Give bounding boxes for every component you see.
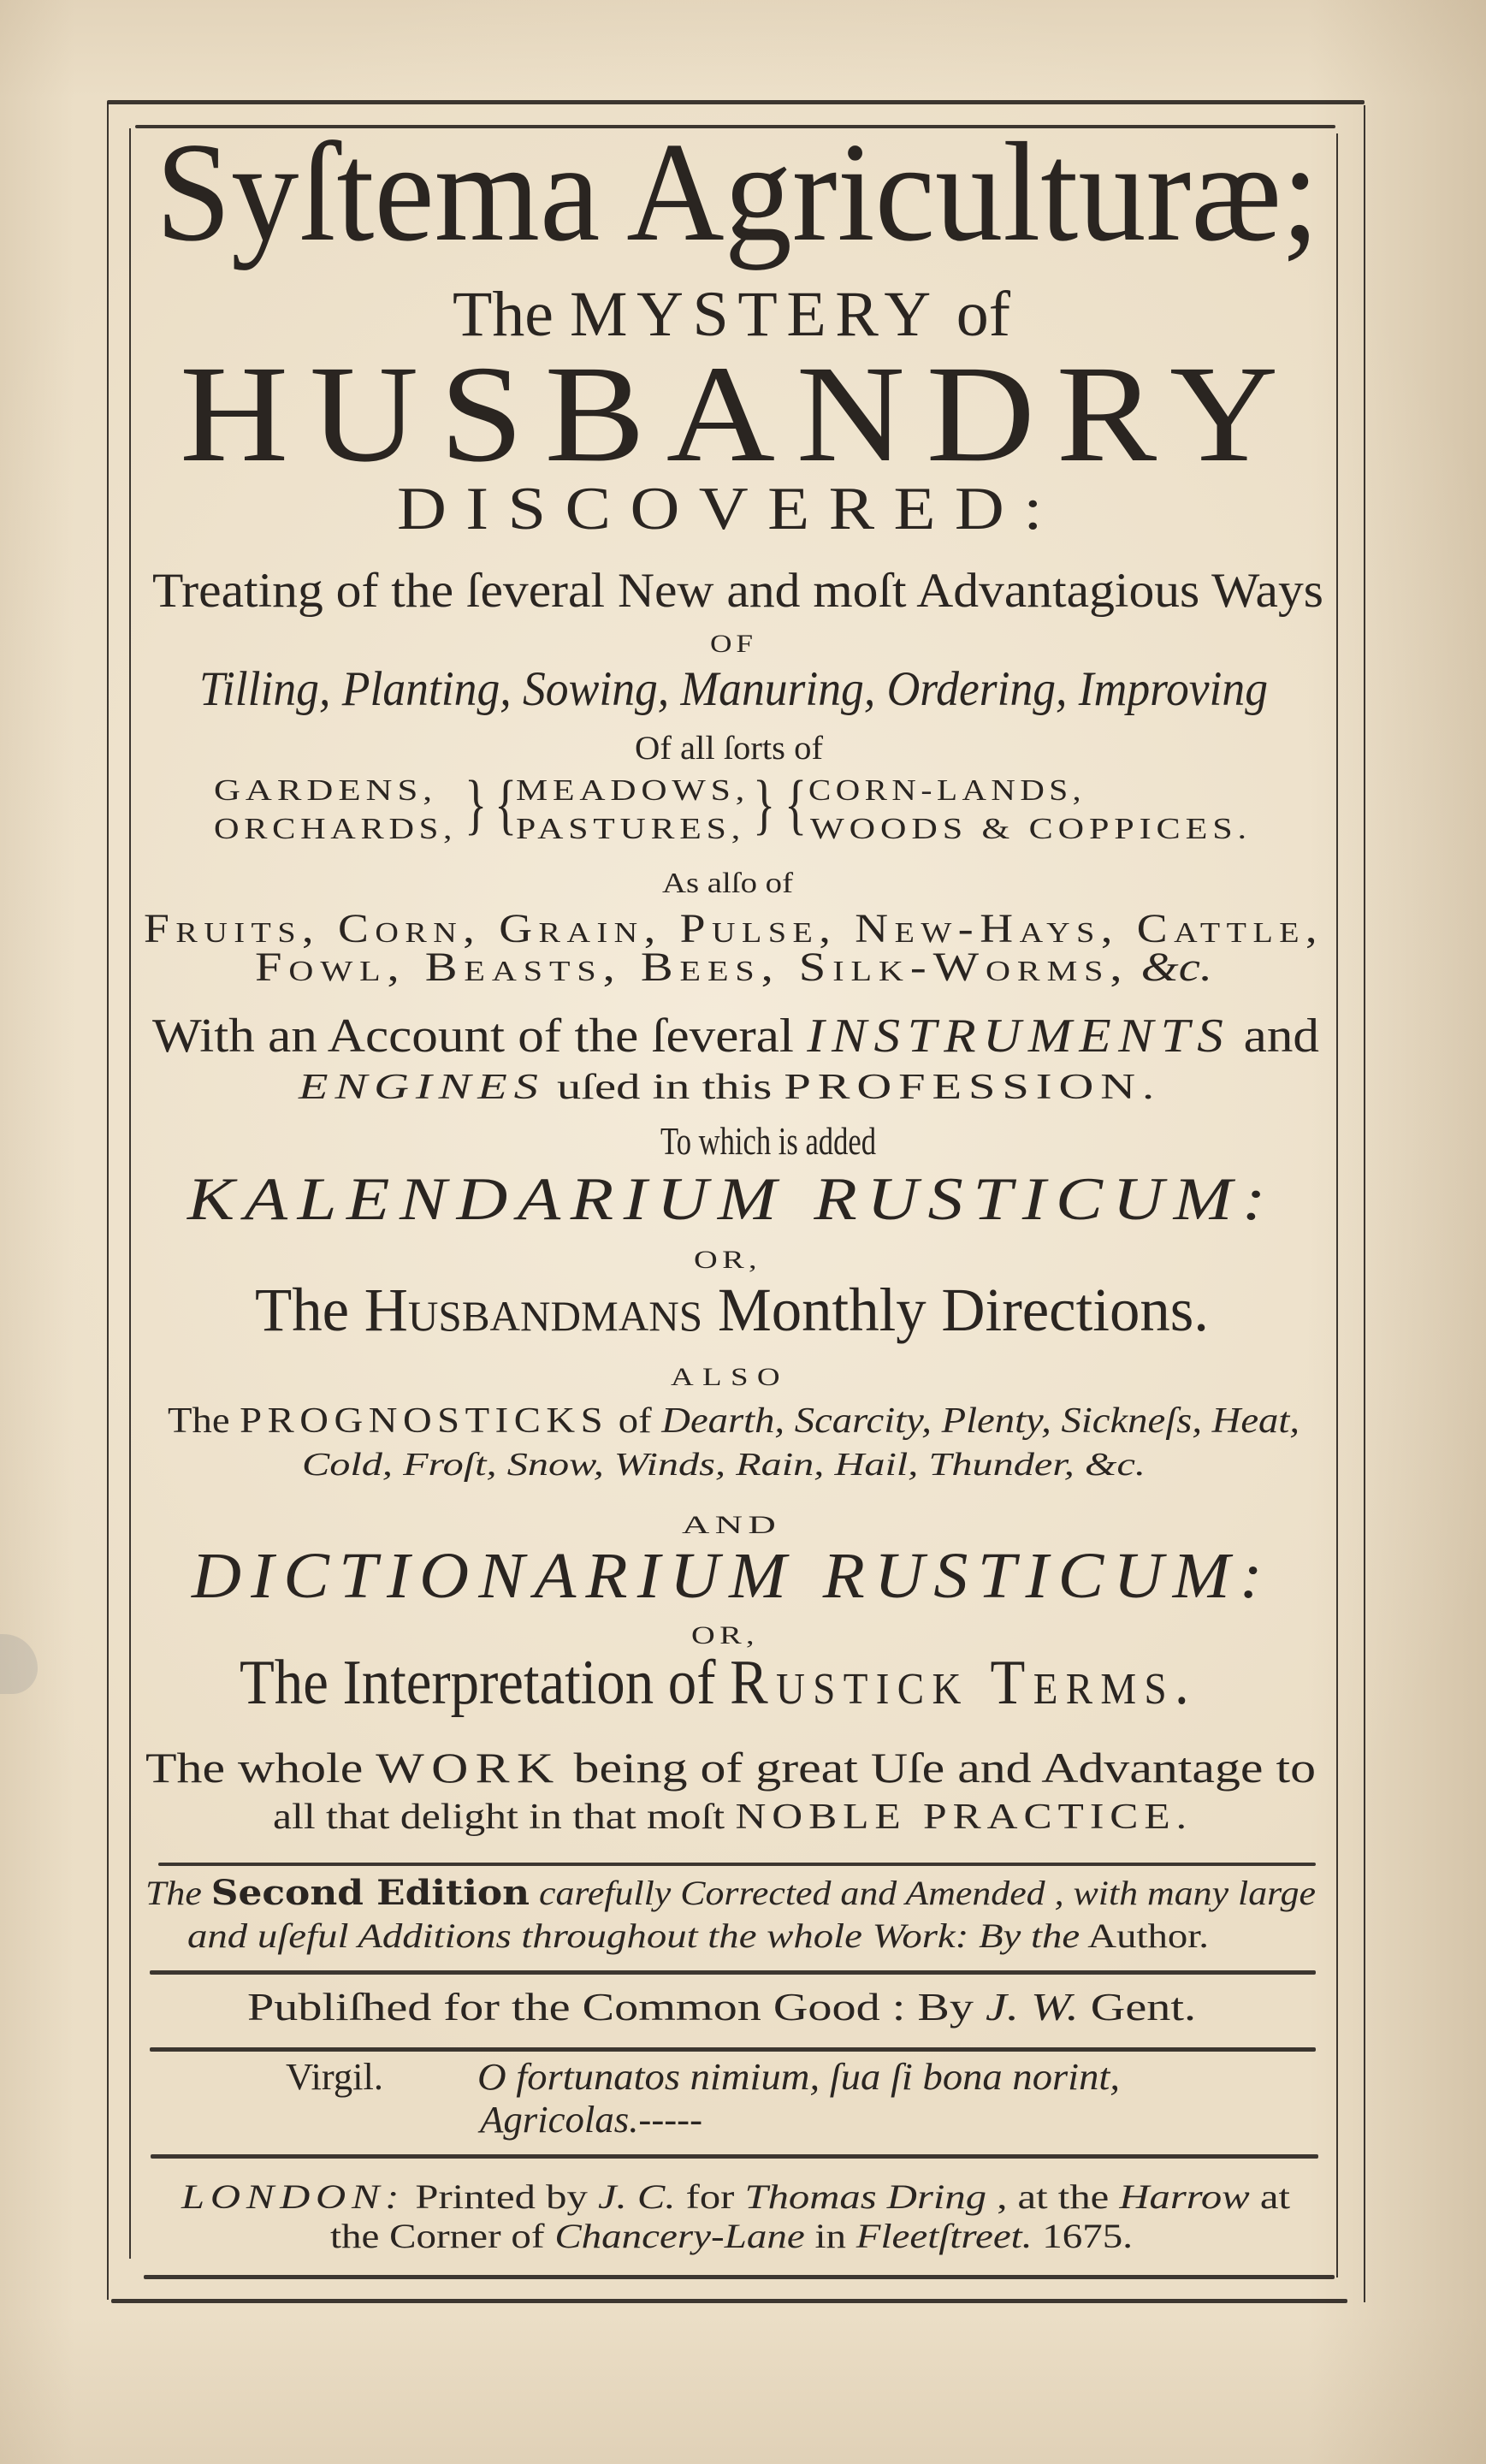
second-edition: Second Edition <box>210 1873 530 1913</box>
imprint-at: at <box>1259 2177 1290 2216</box>
motto-fit-2 <box>480 2101 702 2139</box>
motto-fit-1 <box>477 2058 1120 2096</box>
published-line <box>247 1987 1196 2027</box>
dictionarium-fit <box>192 1540 1272 1612</box>
imprint-for: for <box>685 2177 735 2216</box>
sorts-line <box>635 732 823 765</box>
engines-line <box>299 1069 1161 1105</box>
or-fit-1 <box>694 1247 761 1273</box>
main-title: Syſtema Agriculturæ; <box>156 113 1319 270</box>
sorts-text: Of all ſorts of <box>635 730 823 767</box>
prognosticks-line <box>168 1403 1300 1439</box>
land-meadows-text: MEADOWS, <box>516 773 749 807</box>
profession-word: PROFESSION. <box>784 1068 1161 1107</box>
instruments-fit <box>152 1010 1319 1063</box>
or-fit-2 <box>691 1623 759 1649</box>
work-a: The whole <box>145 1744 364 1792</box>
brace-open-1: { <box>494 767 518 841</box>
land-gardens-text: GARDENS, <box>214 773 437 807</box>
section-rule-3 <box>150 2047 1316 2052</box>
husbandry-fit <box>180 338 1300 491</box>
published-a: Publiſhed for the Common Good : By <box>247 1985 974 2029</box>
discovered-line <box>397 476 1062 542</box>
land-orchards <box>214 814 457 844</box>
husbandry-heading: HUSBANDRY <box>180 338 1300 491</box>
land-orchards-fit <box>214 814 457 844</box>
edition-additions: and uſeful Additions throughout the whole Work: By the <box>187 1916 1080 1955</box>
added-text: To which is added <box>660 1119 876 1163</box>
mystery-word: MYSTERY <box>569 279 940 350</box>
also-fit <box>671 1365 789 1390</box>
published-fit <box>247 1987 1196 2027</box>
imprint-fit-1 <box>181 2177 1290 2216</box>
instruments-line <box>152 1010 1319 1063</box>
section-rule-4 <box>151 2154 1318 2159</box>
paper-stain <box>0 1634 38 1694</box>
mystery-of: of <box>956 279 1010 350</box>
mystery-the: The <box>453 279 554 350</box>
land-woods-fit <box>810 814 1252 844</box>
instruments-word: INSTRUMENTS <box>807 1010 1231 1063</box>
interpretation-line <box>240 1648 1197 1718</box>
land-woods <box>810 814 1252 844</box>
brace-open-2: { <box>784 767 808 841</box>
motto-author: Virgil. <box>286 2056 383 2098</box>
outer-border-bottom <box>111 2299 1347 2303</box>
land-cornlands-text: CORN-LANDS, <box>808 773 1086 807</box>
noble-practice: NOBLE PRACTICE. <box>735 1798 1193 1837</box>
land-woods-text: WOODS & COPPICES. <box>810 812 1252 845</box>
tilling-fit <box>199 662 1268 716</box>
kalendarium-line <box>187 1166 1276 1233</box>
land-gardens <box>214 775 437 805</box>
also-intro-line <box>662 869 793 898</box>
also-intro-fit <box>662 869 793 898</box>
imprint-corner: the Corner of <box>330 2217 545 2255</box>
title-line <box>156 113 1319 270</box>
motto-line-1 <box>477 2058 1120 2096</box>
section-rule-1 <box>158 1863 1316 1866</box>
work-word: WORK <box>376 1744 561 1792</box>
fruits-line <box>144 906 1323 951</box>
inner-border-left <box>129 128 131 2259</box>
imprint-fleetstreet: Fleetſtreet. <box>855 2217 1033 2255</box>
fruits-fit <box>144 906 1323 951</box>
fowl-line <box>255 947 1212 988</box>
husbandmans-the: The <box>255 1276 350 1344</box>
and-line <box>682 1513 781 1538</box>
imprint-in: in <box>814 2217 847 2255</box>
husbandry-line <box>180 338 1300 491</box>
prognosticks-list: Dearth, Scarcity, Plenty, Sickneſs, Heat, <box>661 1401 1300 1441</box>
added-fit <box>660 1119 876 1163</box>
prognosticks-of: of <box>618 1401 652 1441</box>
or-text-2: OR, <box>691 1621 759 1650</box>
imprint-printed: Printed by <box>415 2177 588 2216</box>
kalendarium-title: KALENDARIUM RUSTICUM: <box>187 1166 1276 1233</box>
imprint-line-1 <box>181 2177 1290 2216</box>
fowl-fit <box>255 947 1212 988</box>
work-fit <box>145 1744 1316 1792</box>
motto-author-line <box>286 2058 383 2096</box>
brace-close-2: } <box>753 767 776 841</box>
dictionarium-title: DICTIONARIUM RUSTICUM: <box>192 1540 1272 1612</box>
weather-list: Cold, Froſt, Snow, Winds, Rain, Hail, Thunder, &c. <box>302 1447 1146 1483</box>
treating-text: Treating of the ſeveral New and moſt Advantagious Ways <box>152 564 1323 618</box>
motto-author-fit <box>286 2058 383 2096</box>
edition-line-2 <box>187 1916 1209 1955</box>
interpretation-fit <box>240 1648 1197 1718</box>
practice-line <box>273 1799 1193 1835</box>
engines-used: uſed in this <box>556 1068 773 1107</box>
practice-a: all that delight in that moſt <box>273 1798 725 1837</box>
also-intro-text: As alſo of <box>662 868 793 899</box>
husbandmans-word: Husbandmans <box>364 1276 703 1344</box>
edition-author: Author. <box>1087 1916 1209 1955</box>
prognosticks-the: The <box>168 1401 230 1441</box>
motto-line-2 <box>480 2101 702 2139</box>
or-text-1: OR, <box>694 1246 761 1274</box>
instruments-a: With an Account of the ſeveral <box>152 1010 794 1063</box>
fruits-text: Fruits, Corn, Grain, Pulse, New-Hays, Cattle, <box>144 906 1323 951</box>
sorts-fit <box>635 732 823 765</box>
land-gardens-fit <box>214 775 437 805</box>
engines-word: ENGINES <box>299 1068 545 1107</box>
land-meadows <box>516 775 749 805</box>
imprint-line-2 <box>330 2219 1133 2254</box>
work-c: being of great Uſe and Advantage to <box>573 1744 1316 1792</box>
also-text: ALSO <box>671 1363 789 1391</box>
also-line <box>671 1365 789 1390</box>
added-line <box>660 1119 876 1163</box>
discovered-fit <box>397 476 1062 542</box>
section-rule-2 <box>150 1970 1316 1975</box>
treating-line <box>152 564 1323 618</box>
weather-line <box>302 1448 1146 1481</box>
weather-fit <box>302 1448 1146 1481</box>
outer-border-top <box>107 100 1365 104</box>
land-meadows-fit <box>516 775 749 805</box>
edition-fit-1 <box>145 1873 1316 1913</box>
outer-border-right <box>1364 105 1365 2302</box>
dictionarium-line <box>192 1540 1272 1612</box>
treating-fit <box>152 564 1323 618</box>
land-cornlands-fit <box>808 775 1086 805</box>
prognosticks-word: PROGNOSTICKS <box>240 1401 609 1441</box>
imprint-chancery: Chancery-Lane <box>554 2217 805 2255</box>
and-fit <box>682 1513 781 1538</box>
and-text: AND <box>682 1511 781 1539</box>
imprint-at-the: , at the <box>997 2177 1110 2216</box>
or-line-2 <box>691 1623 759 1649</box>
brace-close-1: } <box>465 767 488 841</box>
imprint-year: 1675. <box>1042 2217 1133 2255</box>
land-pastures <box>516 814 745 844</box>
monthly-directions: Monthly Directions. <box>717 1276 1209 1344</box>
title-fit <box>156 113 1319 270</box>
tilling-line <box>199 662 1268 716</box>
of-line <box>710 631 757 657</box>
practice-fit <box>273 1799 1193 1835</box>
land-orchards-text: ORCHARDS, <box>214 812 457 845</box>
edition-rest: carefully Corrected and Amended , with many large <box>538 1874 1316 1912</box>
husbandmans-fit <box>255 1276 1209 1344</box>
mystery-line <box>453 279 1010 350</box>
fowl-text: Fowl, Beasts, Bees, Silk-Worms, <box>255 945 1129 990</box>
instruments-and: and <box>1243 1010 1319 1063</box>
mystery-fit <box>453 279 1010 350</box>
published-initials: J. W. <box>985 1985 1079 2029</box>
land-pastures-text: PASTURES, <box>516 812 745 845</box>
prognosticks-fit <box>168 1403 1300 1439</box>
or-line-1 <box>694 1247 761 1273</box>
discovered-heading: DISCOVERED: <box>397 476 1062 542</box>
engines-fit <box>299 1069 1161 1105</box>
edition-fit-2 <box>187 1916 1209 1955</box>
imprint-jc: J. C. <box>597 2177 676 2216</box>
work-line <box>145 1744 1316 1792</box>
kalendarium-fit <box>187 1166 1276 1233</box>
rustick-terms: Rustick Terms. <box>730 1648 1197 1718</box>
imprint-harrow: Harrow <box>1119 2177 1250 2216</box>
inner-border-bottom <box>144 2275 1335 2279</box>
husbandmans-line <box>255 1276 1209 1344</box>
imprint-fit-2 <box>330 2219 1133 2254</box>
motto-text-1: O fortunatos nimium, ſua ſi bona norint, <box>477 2056 1120 2098</box>
outer-border-left <box>107 103 109 2300</box>
imprint-dring: Thomas Dring <box>744 2177 987 2216</box>
of-fit <box>710 631 757 657</box>
inner-border-right <box>1336 133 1338 2277</box>
edition-line-1 <box>145 1873 1316 1913</box>
edition-the: The <box>145 1874 202 1912</box>
motto-text-2: Agricolas.----- <box>480 2099 702 2141</box>
of-text: OF <box>710 630 757 658</box>
published-gent: Gent. <box>1090 1985 1196 2029</box>
land-pastures-fit <box>516 814 745 844</box>
land-cornlands <box>808 775 1086 805</box>
fowl-etc: &c. <box>1140 945 1212 990</box>
imprint-london: LONDON: <box>181 2177 406 2216</box>
tilling-text: Tilling, Planting, Sowing, Manuring, Ordering, Improving <box>199 662 1268 716</box>
interpretation-text: The Interpretation of <box>240 1648 716 1718</box>
